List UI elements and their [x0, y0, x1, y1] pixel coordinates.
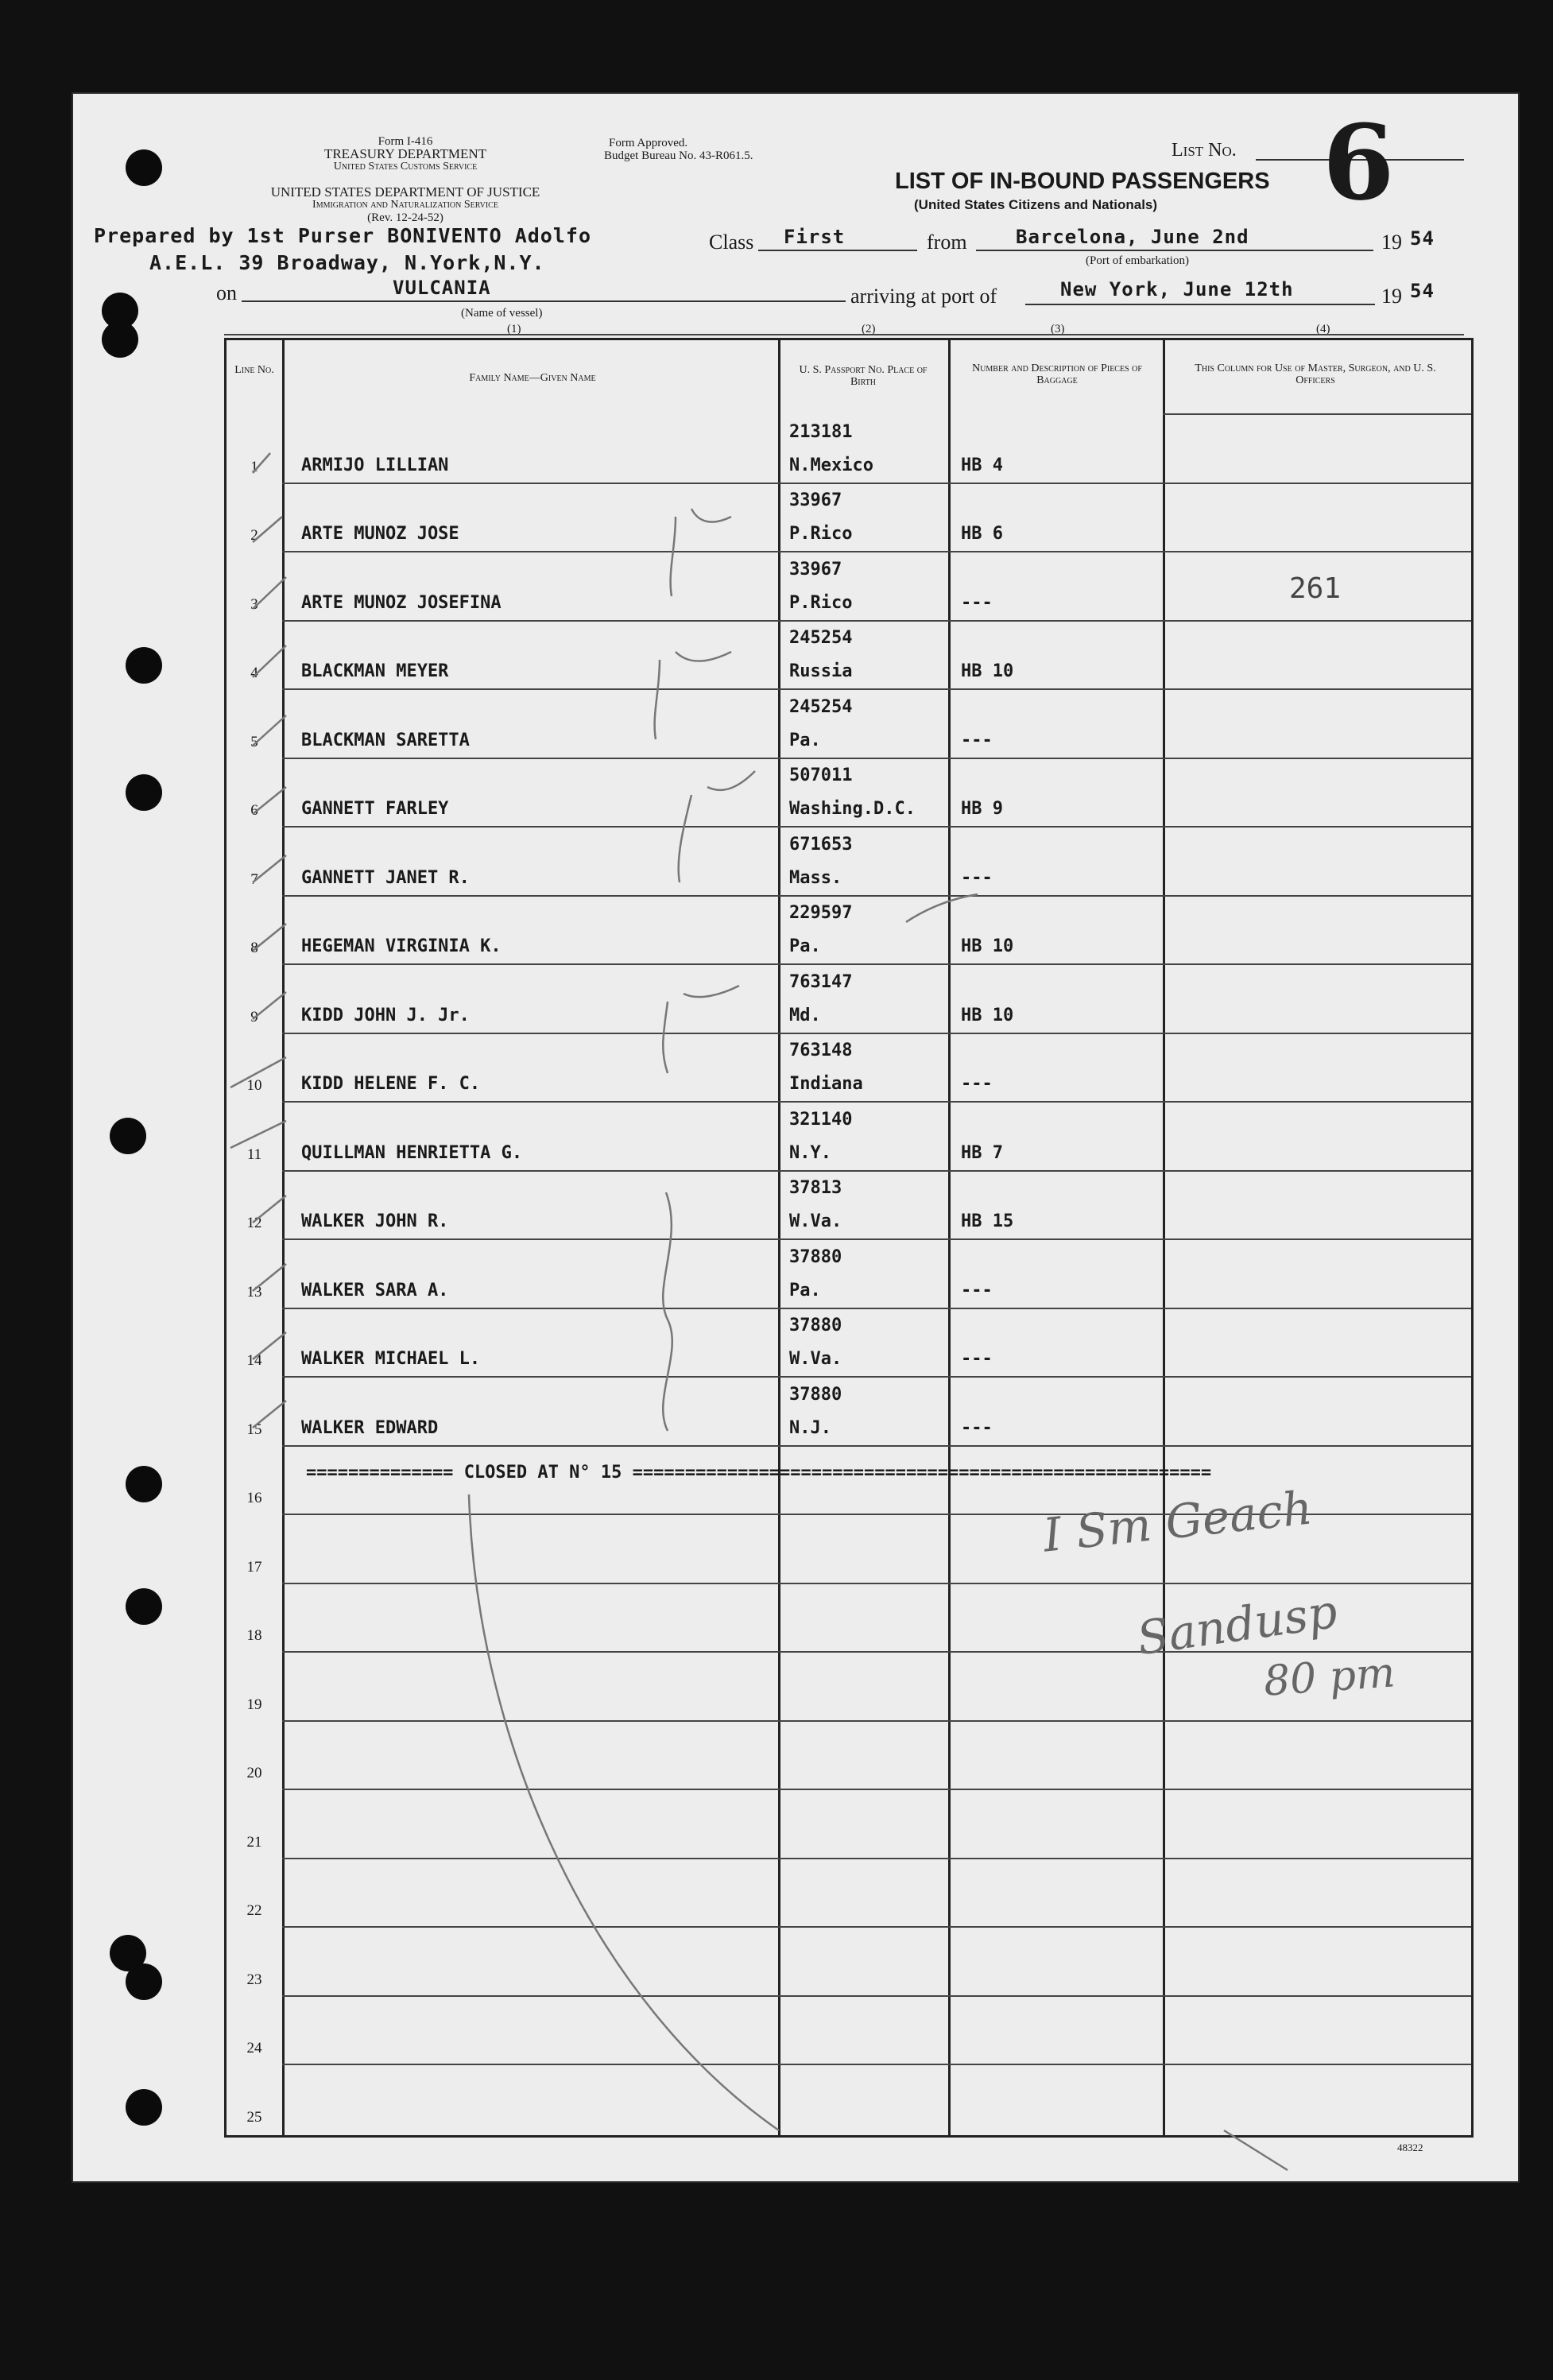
passenger-name: WALKER JOHN R. [301, 1211, 449, 1231]
passport-number: 213181 [789, 421, 853, 442]
vessel-caption: (Name of vessel) [461, 307, 543, 320]
baggage: HB 7 [961, 1142, 1003, 1163]
baggage: --- [961, 1074, 993, 1094]
pencil-tally [663, 986, 739, 1073]
col-num-1: (1) [507, 323, 521, 335]
form-approved: Form Approved. [609, 137, 688, 149]
line-number: 3 [250, 595, 258, 613]
closed-text: CLOSED AT N° 15 [463, 1463, 622, 1483]
check-mark [253, 1401, 286, 1428]
officer-signature: I Sm Geach [1040, 1480, 1315, 1563]
passenger-name: GANNETT JANET R. [301, 867, 470, 888]
check-mark [253, 645, 286, 677]
line-number: 15 [246, 1421, 262, 1438]
place-of-birth: W.Va. [789, 1349, 842, 1369]
place-of-birth: N.J. [789, 1417, 831, 1438]
ins-service: Immigration and Naturalization Service [312, 199, 498, 211]
passport-number: 37813 [789, 1178, 842, 1198]
col-header-baggage: Number and Description of Pieces of Baggage [972, 362, 1142, 386]
budget-bureau: Budget Bureau No. 43-R061.5. [604, 149, 753, 162]
check-mark [253, 924, 286, 951]
passenger-name: WALKER EDWARD [301, 1417, 439, 1438]
baggage: HB 10 [961, 1005, 1014, 1025]
dash-run-right: ======================================================= [632, 1463, 1212, 1483]
class-label: Class [709, 231, 754, 254]
baggage: --- [961, 1349, 993, 1369]
line-number: 20 [246, 1765, 262, 1781]
time-note: 80 pm [1262, 1649, 1397, 1706]
line-number: 8 [250, 940, 258, 956]
prepared-by: Prepared by 1st Purser BONIVENTO Adolfo [94, 224, 591, 247]
line-number: 14 [246, 1352, 262, 1369]
col-header-line-no: Line No. [234, 364, 274, 376]
passenger-name: BLACKMAN MEYER [301, 661, 449, 681]
place-of-birth: Pa. [789, 1280, 821, 1300]
baggage: HB 6 [961, 524, 1003, 544]
line-number: 10 [246, 1077, 262, 1094]
baggage: HB 4 [961, 455, 1003, 475]
line-number: 4 [250, 665, 258, 681]
check-mark [253, 1196, 286, 1223]
place-of-birth: Pa. [789, 730, 821, 750]
passport-number: 37880 [789, 1246, 842, 1267]
passport-number: 229597 [789, 903, 853, 923]
line-number: 22 [246, 1902, 262, 1919]
arriving-label: arriving at port of [850, 285, 997, 308]
baggage: --- [961, 1417, 993, 1438]
line-number: 13 [246, 1283, 262, 1300]
check-mark [230, 1121, 286, 1148]
pencil-bracket [663, 1192, 672, 1431]
class-value: First [784, 226, 846, 248]
line-number: 23 [246, 1971, 262, 1988]
place-of-birth: Washing.D.C. [789, 799, 916, 819]
passport-number: 671653 [789, 834, 853, 855]
revision-date: (Rev. 12-24-52) [367, 211, 443, 224]
col-num-4: (4) [1316, 323, 1330, 335]
baggage: --- [961, 730, 993, 750]
passport-number: 507011 [789, 766, 853, 785]
passenger-name: BLACKMAN SARETTA [301, 730, 470, 750]
arriving-year: 54 [1410, 280, 1435, 302]
from-value: Barcelona, June 2nd [1016, 226, 1249, 248]
line-number: 6 [250, 802, 258, 819]
passenger-name: WALKER SARA A. [301, 1280, 449, 1300]
passport-number: 245254 [789, 628, 853, 648]
baggage: --- [961, 867, 993, 888]
agent-address: A.E.L. 39 Broadway, N.York,N.Y. [149, 251, 545, 274]
baggage: --- [961, 592, 993, 613]
place-of-birth: Mass. [789, 867, 842, 888]
check-mark [253, 787, 286, 814]
list-subtitle: (United States Citizens and Nationals) [914, 197, 1158, 212]
line-number: 24 [246, 2040, 262, 2056]
passport-number: 321140 [789, 1109, 853, 1130]
passport-number: 33967 [789, 559, 842, 579]
col-header-passport: U. S. Passport No. Place of Birth [799, 364, 928, 388]
line-number: 5 [250, 733, 258, 750]
list-number: 6 [1323, 102, 1395, 223]
place-of-birth: Indiana [789, 1074, 863, 1094]
check-mark [253, 1264, 286, 1291]
dash-run-left: ============== [306, 1463, 454, 1483]
from-label: from [927, 231, 967, 254]
check-mark [253, 1332, 286, 1359]
passenger-name: ARTE MUNOZ JOSE [301, 524, 459, 544]
line-number: 21 [246, 1833, 262, 1851]
officer-count: 261 [1289, 572, 1342, 605]
vessel-name: VULCANIA [393, 277, 491, 299]
place-of-birth: P.Rico [789, 592, 853, 613]
port-caption: (Port of embarkation) [1086, 254, 1189, 267]
footer-code: 48322 [1397, 2142, 1423, 2153]
passport-number: 763148 [789, 1041, 853, 1060]
passport-number: 763147 [789, 971, 853, 992]
passport-number: 37880 [789, 1316, 842, 1335]
check-mark [230, 1057, 286, 1087]
col-num-2: (2) [862, 323, 876, 335]
col-header-officers: This Column for Use of Master, Surgeon, and U. S. Officers [1195, 362, 1436, 386]
passenger-name: HEGEMAN VIRGINIA K. [301, 936, 502, 956]
check-mark [253, 517, 282, 542]
pencil-tally [655, 652, 731, 739]
pencil-arc [469, 1494, 779, 2130]
check-mark [253, 855, 286, 882]
place-of-birth: Md. [789, 1005, 821, 1025]
arriving-value: New York, June 12th [1060, 278, 1294, 300]
arriving-year-prefix: 19 [1381, 285, 1402, 308]
year-value: 54 [1410, 227, 1435, 250]
passport-number: 33967 [789, 490, 842, 510]
passenger-name: QUILLMAN HENRIETTA G. [301, 1142, 523, 1163]
col-header-name: Family Name—Given Name [469, 372, 596, 384]
line-number: 9 [250, 1008, 258, 1025]
col-num-3: (3) [1051, 323, 1065, 335]
place-of-birth: N.Mexico [789, 455, 873, 475]
line-number: 1 [250, 458, 258, 475]
passport-number: 245254 [789, 696, 853, 717]
baggage: HB 9 [961, 799, 1003, 819]
passenger-name: KIDD HELENE F. C. [301, 1074, 481, 1094]
place-of-birth: Russia [789, 661, 853, 681]
line-number: 7 [250, 870, 258, 888]
check-mark [253, 715, 286, 746]
pencil-tally [679, 771, 755, 882]
customs-service: United States Customs Service [333, 161, 478, 172]
place-of-birth: Pa. [789, 936, 821, 956]
line-number: 19 [246, 1696, 262, 1713]
form-number: Form I-416 [378, 135, 433, 148]
passport-number: 37880 [789, 1384, 842, 1405]
line-number: 12 [246, 1215, 262, 1231]
line-number: 16 [246, 1490, 262, 1506]
pencil-stroke [906, 894, 978, 922]
officer-signature-2: Sandusp [1133, 1583, 1341, 1666]
treasury-dept: TREASURY DEPARTMENT [323, 146, 487, 161]
pencil-tally [671, 509, 731, 596]
passenger-name: ARMIJO LILLIAN [301, 455, 449, 475]
line-number: 18 [246, 1627, 262, 1644]
place-of-birth: N.Y. [789, 1142, 831, 1163]
baggage: --- [961, 1280, 993, 1300]
check-mark [253, 577, 286, 609]
justice-dept: UNITED STATES DEPARTMENT OF JUSTICE [270, 184, 540, 200]
pencil-stroke [1224, 2130, 1288, 2170]
baggage: HB 15 [961, 1211, 1014, 1231]
check-mark [253, 992, 286, 1019]
place-of-birth: W.Va. [789, 1211, 842, 1231]
passenger-name: GANNETT FARLEY [301, 799, 449, 819]
line-number: 11 [246, 1145, 262, 1163]
list-title: LIST OF IN-BOUND PASSENGERS [895, 169, 1270, 194]
list-no-label: List No. [1172, 140, 1237, 161]
baggage: HB 10 [961, 936, 1014, 956]
passenger-name: WALKER MICHAEL L. [301, 1349, 481, 1369]
line-number: 25 [246, 2108, 262, 2126]
year-prefix: 19 [1381, 231, 1402, 254]
line-number: 2 [250, 527, 258, 544]
passenger-name: KIDD JOHN J. Jr. [301, 1005, 470, 1025]
on-label: on [216, 281, 237, 304]
check-mark [253, 453, 270, 473]
place-of-birth: P.Rico [789, 524, 853, 544]
baggage: HB 10 [961, 661, 1014, 681]
line-number: 17 [246, 1558, 262, 1576]
passenger-name: ARTE MUNOZ JOSEFINA [301, 592, 502, 613]
